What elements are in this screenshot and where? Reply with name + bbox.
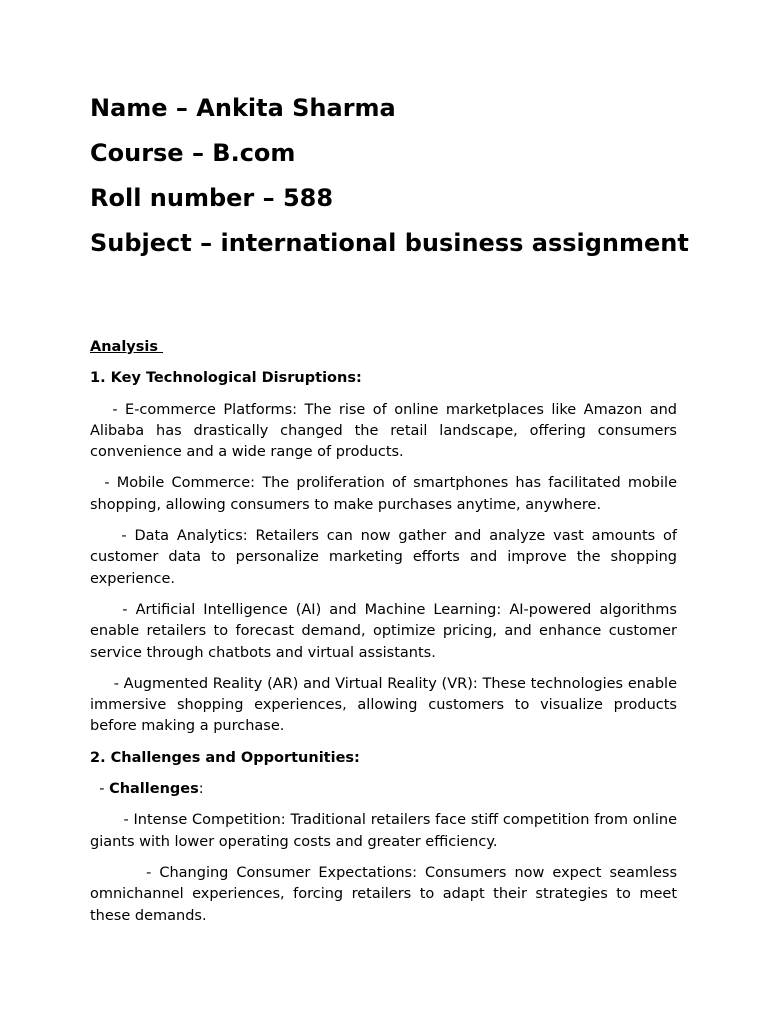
roll-number-line: Roll number – 588 bbox=[90, 184, 334, 212]
challenges-sublabel bbox=[90, 779, 677, 800]
disruption-item-ecommerce: - E-commerce Platforms: The rise of online marketplaces like Amazon and Alibaba has drastically changed the retail landscape, offering consumers convenience and a wide range of products. bbox=[90, 401, 682, 461]
document-body bbox=[90, 337, 682, 937]
challenges-heading: 2. Challenges and Opportunities: bbox=[90, 749, 360, 766]
disruption-item-ai-ml: - Artificial Intelligence (AI) and Machine Learning: AI-powered algorithms enable retailers to forecast demand, optimize pricing, and enhance customer service through chatbots and virtual assistants. bbox=[90, 601, 682, 661]
challenge-item-competition: - Intense Competition: Traditional retailers face stiff competition from online giants with lower operating costs and greater efficiency. bbox=[90, 812, 682, 850]
subject-line: Subject – international business assignment bbox=[90, 229, 689, 257]
analysis-title: Analysis bbox=[90, 339, 164, 355]
disruption-item-mobile-commerce: - Mobile Commerce: The proliferation of smartphones has facilitated mobile shopping, allowing consumers to make purchases anytime, anywhere. bbox=[90, 475, 682, 513]
challenges-sublabel-suffix: : bbox=[198, 781, 204, 798]
disruption-item-ar-vr: - Augmented Reality (AR) and Virtual Reality (VR): These technologies enable immersive shopping experiences, allowing customers to visualize products before making a purchase. bbox=[90, 675, 682, 735]
challenge-item-consumer-expectations: - Changing Consumer Expectations: Consumers now expect seamless omnichannel experiences, forcing retailers to adapt their strategies to meet these demands. bbox=[90, 864, 682, 924]
challenges-sublabel-text: Challenges bbox=[109, 781, 199, 798]
document-header bbox=[90, 91, 690, 260]
course-line: Course – B.com bbox=[90, 139, 296, 167]
disruption-item-data-analytics: - Data Analytics: Retailers can now gather and analyze vast amounts of customer data to personalize marketing efforts and improve the shopping experience. bbox=[90, 528, 682, 587]
challenges-sublabel-prefix: - bbox=[90, 781, 110, 798]
disruptions-heading: 1. Key Technological Disruptions: bbox=[90, 370, 362, 387]
student-name: Name – Ankita Sharma bbox=[90, 94, 396, 122]
